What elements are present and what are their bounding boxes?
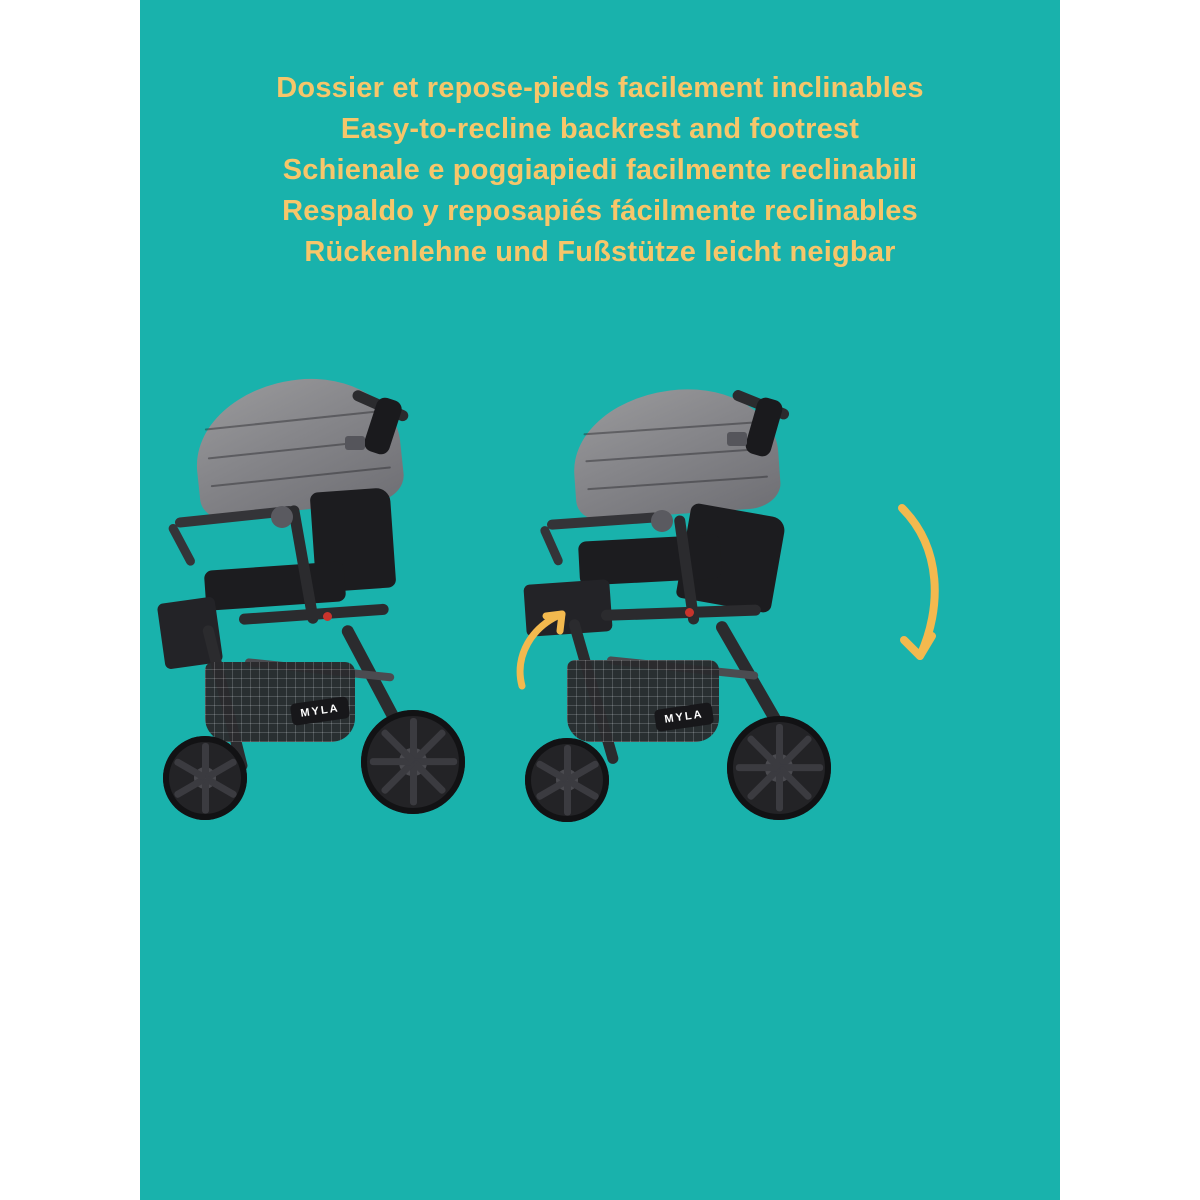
headline-line-de: Rückenlehne und Fußstütze leicht neigbar <box>304 236 896 268</box>
seat-base <box>578 534 722 585</box>
brand-logo: MYLA <box>654 702 714 732</box>
rear-wheel <box>727 716 831 820</box>
seat-base <box>204 561 346 611</box>
storage-basket <box>567 660 719 742</box>
hub-joint <box>271 506 293 528</box>
recline-arrow-up-icon <box>510 600 580 690</box>
frame-seat-rail <box>601 604 761 621</box>
canopy-clip <box>727 432 747 446</box>
headline-line-it: Schienale e poggiapiedi facilmente reclinabili <box>282 154 918 186</box>
brake-indicator <box>685 608 694 617</box>
hub-joint <box>651 510 673 532</box>
teal-panel <box>140 0 1060 1200</box>
canopy-clip <box>345 436 365 450</box>
headline-line-en: Easy-to-recline backrest and footrest <box>340 113 860 145</box>
headline-line-fr: Dossier et repose-pieds facilement inclinables <box>276 72 924 104</box>
front-wheel <box>163 736 247 820</box>
headline-line-es: Respaldo y reposapiés fácilmente reclinables <box>282 195 918 227</box>
rear-wheel <box>361 710 465 814</box>
bumper-bar-support <box>167 522 197 567</box>
brand-logo: MYLA <box>290 696 350 726</box>
brake-indicator <box>323 612 332 621</box>
recline-arrow-down-icon <box>880 500 960 680</box>
headline-block <box>140 68 1060 273</box>
front-wheel <box>525 738 609 822</box>
